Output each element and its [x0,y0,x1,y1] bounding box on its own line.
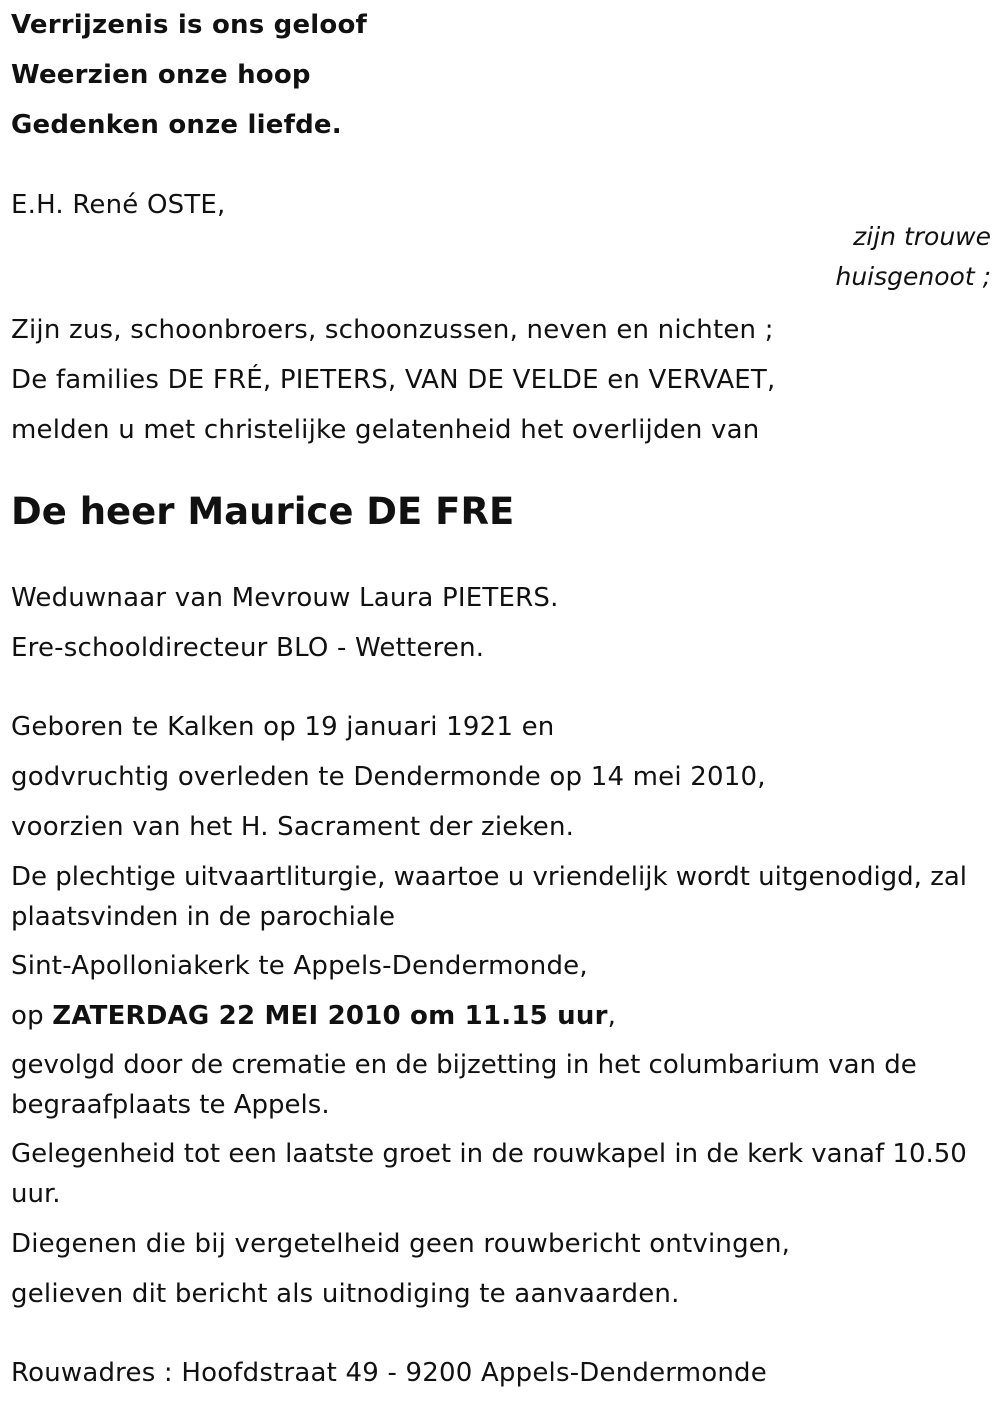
housemate-role-line-1: zijn trouwe [853,222,991,251]
motto-line-3: Gedenken onze liefde. [11,110,342,140]
bio-widower: Weduwnaar van Mevrouw Laura PIETERS. [11,583,559,613]
housemate-name: E.H. René OSTE, [11,190,226,220]
detail-date-suffix: , [607,1001,617,1031]
announcers-line-3: melden u met christelijke gelatenheid het overlijden van [11,415,760,445]
detail-farewell: Gelegenheid tot een laatste groet in de rouwkapel in de kerk vanaf 10.50 uur. [11,1139,967,1209]
mourning-address: Rouwadres : Hoofdstraat 49 - 9200 Appels-Dendermonde [11,1358,767,1388]
detail-died: godvruchtig overleden te Dendermonde op 14 mei 2010, [11,762,766,792]
housemate-role-line-2: huisgenoot ; [835,262,991,291]
detail-cremation: gevolgd door de crematie en de bijzetting in het columbarium van de begraafplaats te Appels. [11,1050,917,1120]
detail-born: Geboren te Kalken op 19 januari 1921 en [11,712,555,742]
detail-date-bold: ZATERDAG 22 MEI 2010 om 11.15 uur [52,1001,608,1031]
deceased-name: De heer Maurice DE FRE [11,490,515,533]
detail-sacrament: voorzien van het H. Sacrament der zieken. [11,812,575,842]
detail-church: Sint-Apolloniakerk te Appels-Dendermonde, [11,951,588,981]
detail-date-prefix: op [11,1001,53,1031]
detail-date [11,1000,616,1032]
announcers-line-2: De families DE FRÉ, PIETERS, VAN DE VELDE en VERVAET, [11,365,776,395]
bio-profession: Ere-schooldirecteur BLO - Wetteren. [11,633,485,663]
detail-liturgy: De plechtige uitvaartliturgie, waartoe u vriendelijk wordt uitgenodigd, zal plaatsvinden in de parochiale [11,862,968,932]
detail-notice-1: Diegenen die bij vergetelheid geen rouwbericht ontvingen, [11,1229,791,1259]
announcers-line-1: Zijn zus, schoonbroers, schoonzussen, neven en nichten ; [11,315,774,345]
detail-notice-2: gelieven dit bericht als uitnodiging te aanvaarden. [11,1279,680,1309]
motto-line-2: Weerzien onze hoop [11,60,311,90]
motto-line-1: Verrijzenis is ons geloof [11,10,368,40]
